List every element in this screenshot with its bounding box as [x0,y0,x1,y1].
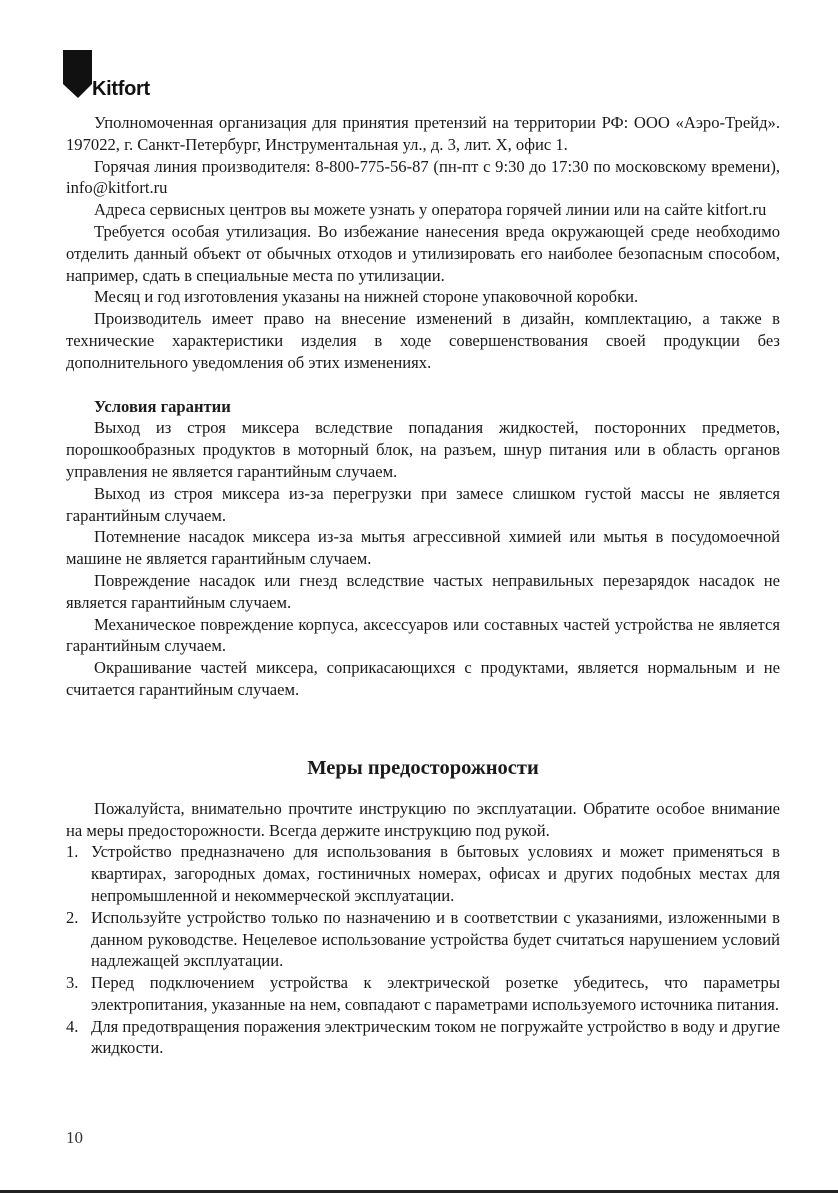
list-item-number: 4. [66,1016,79,1036]
page-content [66,112,780,1059]
list-item-text: Для предотвращения поражения электрическим током не погружайте устройство в воду и другие жидкости. [91,1016,780,1058]
list-item-text: Устройство предназначено для использования в бытовых условиях и может применяться в квартирах, загородных домах, гостиничных номерах, офисах и других подобных местах для непромышленной и некоммерческой эксплуатации. [91,842,780,905]
list-item-text: Перед подключением устройства к электрической розетке убедитесь, что параметры электропитания, указанные на нем, совпадают с параметрами используемого источника питания. [91,973,780,1014]
paragraph-manufacturer-rights: Производитель имеет право на внесение изменений в дизайн, комплектацию, а также в технические характеристики изделия в ходе совершенствования своей продукции без дополнительного уведомления об этих изменениях. [66,309,780,372]
paragraph-manufacture-date: Месяц и год изготовления указаны на нижней стороне упаковочной коробки. [94,287,639,307]
list-item-number: 1. [66,842,79,862]
list-item [66,841,780,906]
warranty-paragraph: Повреждение насадок или гнезд вследствие частых неправильных перезарядок насадок не является гарантийным случаем. [66,570,780,612]
paragraph-disposal: Требуется особая утилизация. Во избежание нанесения вреда окружающей среде необходимо отделить данный объект от обычных отходов и утилизировать его наиболее безопасным способом, например, сдать в специальные места по утилизации. [66,221,780,285]
warranty-paragraph: Потемнение насадок миксера из-за мытья агрессивной химией или мытья в посудомоечной машине не является гарантийным случаем. [66,527,780,569]
warranty-paragraph: Механическое повреждение корпуса, аксессуаров или составных частей устройства не является гарантийным случаем. [66,614,780,656]
warranty-paragraph: Окрашивание частей миксера, соприкасающихся с продуктами, является нормальным и не считается гарантийным случаем. [66,658,780,699]
list-item [66,972,780,1016]
warranty-paragraph: Выход из строя миксера вследствие попадания жидкостей, посторонних предметов, порошкообразных продуктов в моторный блок, на разъем, шнур питания или в область органов управления не является гарантийным случаем. [66,418,780,481]
warranty-paragraph: Выход из строя миксера из-за перегрузки при замесе слишком густой массы не является гарантийным случаем. [66,483,780,525]
brand-name: Kitfort [92,78,150,100]
paragraph-authorized-organization: Уполномоченная организация для принятия претензий на территории РФ: ООО «Аэро-Трейд». 197022, г. Санкт-Петербург, Инструментальная ул., д. 3, лит. Х, офис 1. [66,113,780,154]
precautions-intro: Пожалуйста, внимательно прочтите инструкцию по эксплуатации. Обратите особое внимание на меры предосторожности. Всегда держите инструкцию под рукой. [66,798,780,840]
precautions-list [66,841,780,1059]
list-item-number: 2. [66,907,79,927]
kitfort-logo [62,50,182,104]
list-item [66,907,780,972]
paragraph-hotline: Горячая линия производителя: 8-800-775-56-87 (пн-пт с 9:30 до 17:30 по московскому времени), info@kitfort.ru [66,156,780,198]
warranty-title: Условия гарантии [94,396,231,416]
precautions-title: Меры предосторожности [307,756,539,779]
list-item-number: 3. [66,973,79,993]
list-item [66,1016,780,1060]
paragraph-service-centers: Адреса сервисных центров вы можете узнать у оператора горячей линии или на сайте kitfort.ru [94,200,767,220]
list-item-text: Используйте устройство только по назначению и в соответствии с указаниями, изложенными в данном руководстве. Нецелевое использование устройства будет считаться нарушением условий надлежащей эксплуатации. [91,907,780,971]
page-number: 10 [66,1128,83,1147]
